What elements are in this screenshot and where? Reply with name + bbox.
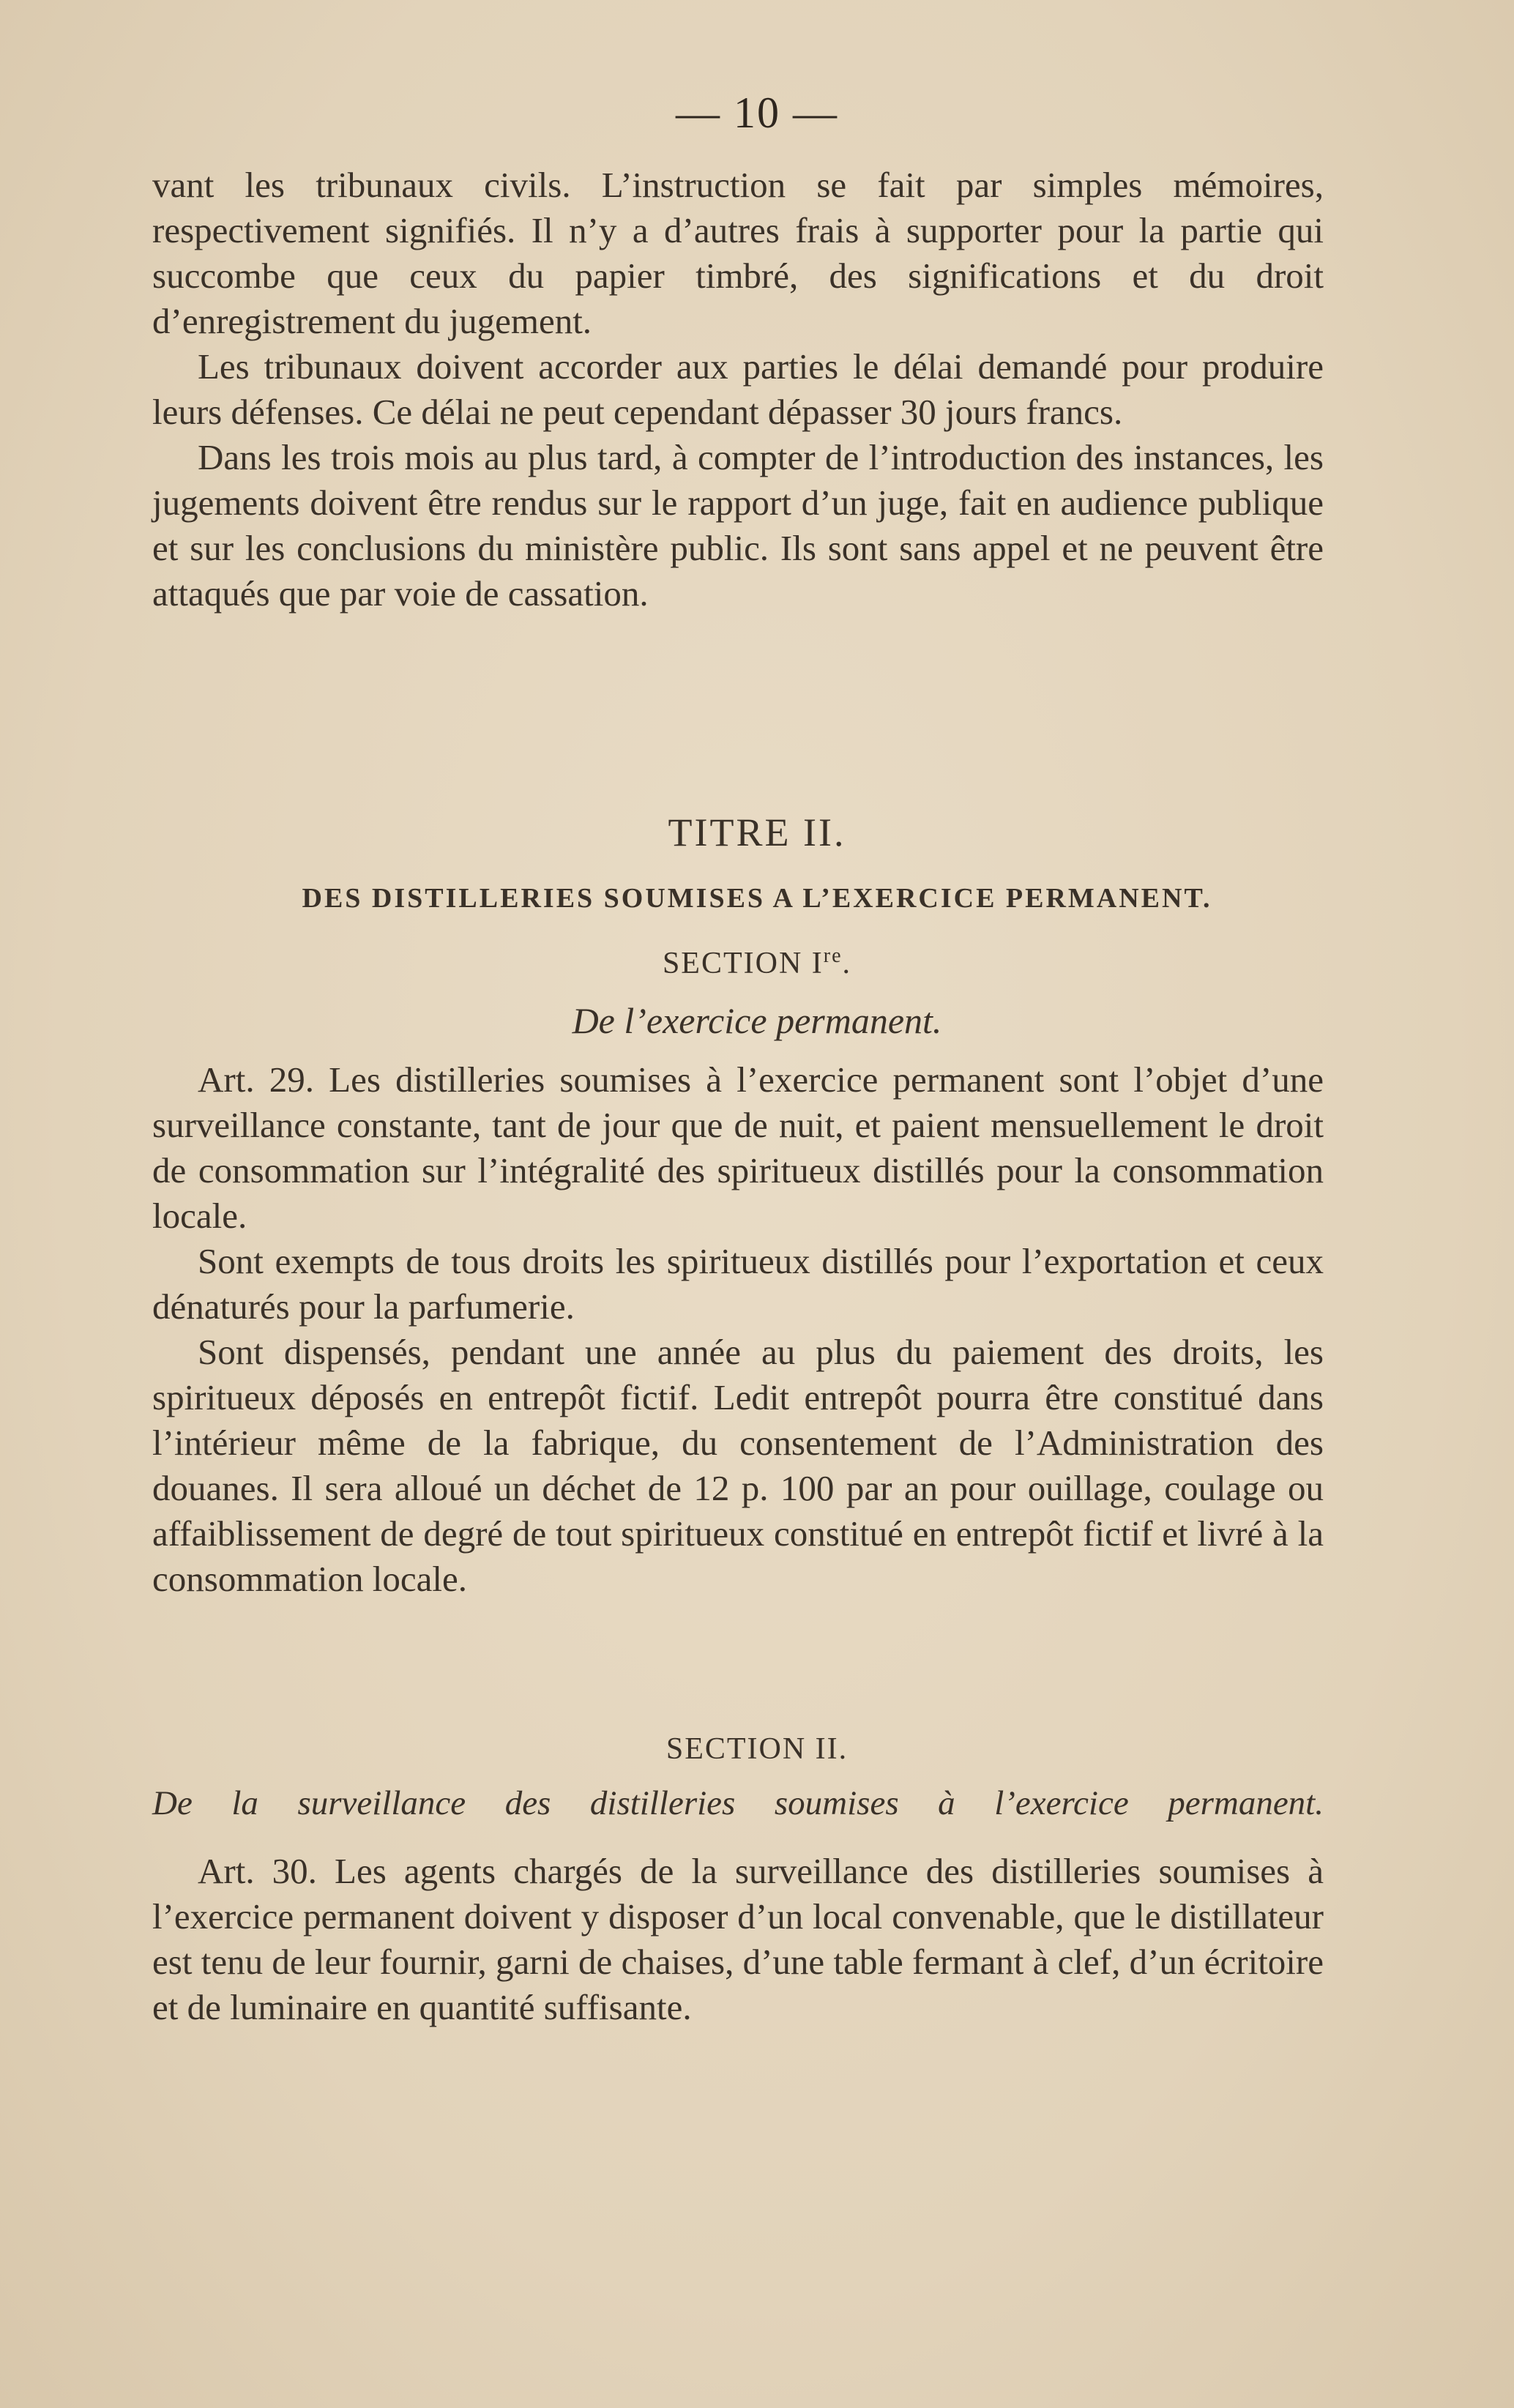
paragraph: Dans les trois mois au plus tard, à compter de l’introduction des instances, les jugements doivent être rendus sur le rapport d’un juge, fait en audience publique et sur les conclusions du ministère public. Ils sont sans appel et ne peuvent être attaqués que par voie de cassation. xyxy=(152,437,1324,614)
chapter-heading: DES DISTILLERIES SOUMISES A L’EXERCICE PERMANENT. xyxy=(302,883,1212,914)
paragraph: vant les tribunaux civils. L’instruction se fait par simples mémoires, respectivement signifiés. Il n’y a d’autres frais à supporter pour la partie qui succombe que ceux du papier timbré, des significations et du droit d’enregistrement du jugement. xyxy=(152,165,1324,341)
text-block-1 xyxy=(152,163,1324,616)
titre-heading: TITRE II. xyxy=(668,810,846,854)
paragraph: Sont exempts de tous droits les spiritueux distillés pour l’exportation et ceux dénaturés pour la parfumerie. xyxy=(152,1241,1324,1327)
section-subtitle-1: De l’exercice permanent. xyxy=(572,1000,942,1041)
paragraph: Sont dispensés, pendant une année au plus du paiement des droits, les spiritueux déposés en entrepôt fictif. Ledit entrepôt pourra être constitué dans l’intérieur même de la fabrique, du consentement de l’Administration des douanes. Il sera alloué un déchet de 12 p. 100 par an pour ouillage, coulage ou affaiblissement de degré de tout spiritueux constitué en entrepôt fictif et livré à la consommation locale. xyxy=(152,1332,1324,1599)
paragraph: Art. 29. Les distilleries soumises à l’exercice permanent sont l’objet d’une surveillance constante, tant de jour que de nuit, et paient mensuellement le droit de consommation sur l’intégralité des spiritueux distillés pour la consommation locale. xyxy=(152,1059,1324,1236)
section-heading-2: SECTION II. xyxy=(665,1732,849,1766)
paragraph: Les tribunaux doivent accorder aux parties le délai demandé pour produire leurs défenses. Ce délai ne peut cependant dépasser 30 jours francs. xyxy=(152,346,1324,432)
section-heading-1 xyxy=(0,944,1514,983)
section-label-end: . xyxy=(842,947,852,980)
paragraph: Art. 30. Les agents chargés de la surveillance des distilleries soumises à l’exercice permanent doivent y disposer d’un local convenable, que le distillateur est tenu de leur fournir, garni de chaises, d’une table fermant à clef, d’un écritoire et de luminaire en quantité suffisante. xyxy=(152,1851,1324,2027)
text-block-3 xyxy=(152,1849,1324,2030)
section-label-text: SECTION I xyxy=(662,947,824,980)
text-block-2 xyxy=(152,1057,1324,1602)
section-label-superscript: re xyxy=(823,944,843,967)
section-subtitle-2: De la surveillance des distilleries soumises à l’exercice permanent. xyxy=(152,1784,1324,1822)
page-number: — 10 — xyxy=(676,89,838,137)
